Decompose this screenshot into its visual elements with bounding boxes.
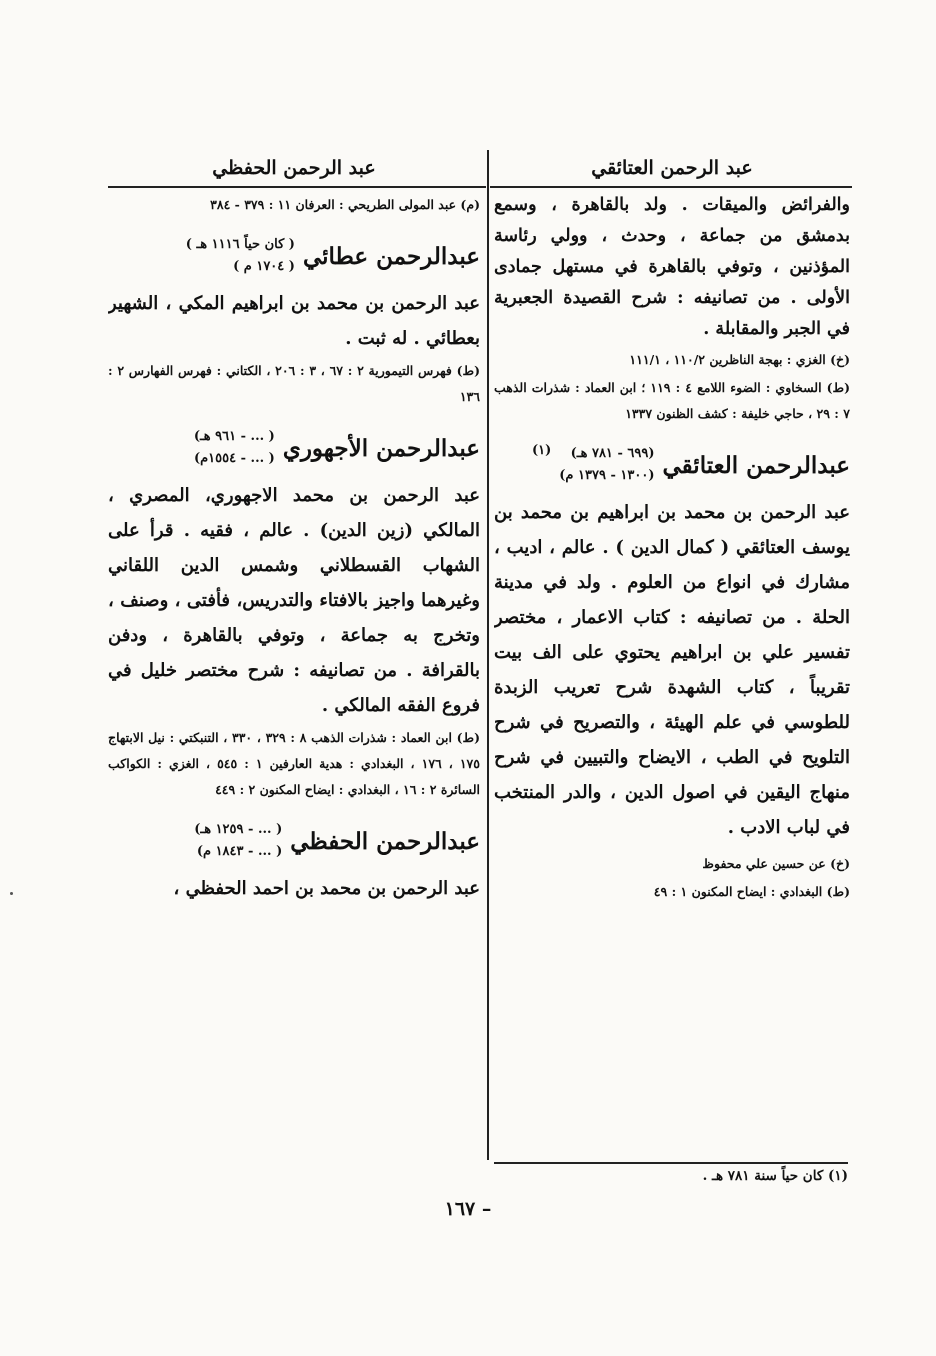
date-hijri: (٦٩٩ - ٧٨١ هـ): [570, 446, 655, 461]
reference-printed: (ط) فهرس التيمورية ٢ : ٦٧ ، ٣ : ٢٠٦ ، الكتاني : فهرس الفهارس ٢ : ١٣٦: [108, 363, 480, 404]
entry-title: [108, 819, 480, 863]
entry-dates: [194, 819, 282, 863]
footnote: (١) كان حياً سنة ٧٨١ هـ .: [702, 1168, 848, 1184]
date-gregorian: ( ١٧٠٤ م ): [233, 259, 295, 274]
paragraph: عبد الرحمن بن محمد بن احمد الحفظي ،: [173, 878, 480, 899]
right-column: [494, 150, 850, 907]
entry-title: [108, 234, 480, 278]
entry-title: [494, 443, 850, 487]
reference-manuscript: (خ) عن حسين علي محفوظ: [702, 856, 850, 871]
paragraph: عبد الرحمن بن محمد الاجهوري، المصري ، المالكي (زين الدين) . عالم ، فقيه . قرأ على الشهاب القسطلاني وشمس الدين اللقاني وغيرهما واجيز بالافتاء والتدريس، فأفتى ، وصنف ، وتخرج به جماعة ، وتوفي بالقاهرة ، ودفن بالقرافة . من تصانيفه : شرح مختصر خليل في فروع الفقه المالكي .: [108, 485, 480, 716]
paragraph: عبد الرحمن بن محمد بن ابراهيم بن محمد بن يوسف العتائقي ( كمال الدين ) . عالم ، اديب ، مشارك في انواع من العلوم . ولد في مدينة الحلة . من تصانيفه : كتاب الاعمار ، مختصر تفسير علي بن ابراهيم يحتوي على الف بيت تقريباً ، كتاب الشهدة شرح تعريب الزبدة للطوسي في علم الهيئة ، والتصريح في شرح التلويح في الطب ، الايضاح والتبيين في شرح منهاج اليقين في اصول الدين ، والدر المنتخب في لباب الادب .: [494, 502, 850, 838]
date-hijri: ( ... - ١٢٥٩ هـ): [194, 822, 283, 837]
entry-dates: [186, 234, 295, 278]
paragraph: والفرائض والميقات . ولد بالقاهرة ، وسمع بدمشق من جماعة ، وحدث ، وولي رئاسة المؤذنين ، وتوفي بالقاهرة في مستهل جمادى الأولى . من تصانيفه : شرح القصيدة الجعبرية في الجبر والمقابلة .: [494, 195, 850, 339]
running-header-right: عبد الرحمن العتائقي: [591, 157, 753, 179]
reference-modern: (م) عبد المولى الطريحي : العرفان ١١ : ٣٧٩ - ٣٨٤: [210, 197, 480, 212]
date-gregorian: ( ... - ١٨٤٣ م): [196, 844, 283, 859]
reference-printed: (ط) السخاوي : الضوء اللامع ٤ : ١١٩ ؛ ابن العماد : شذرات الذهب ٧ : ٢٩ ، حاجي خليفة : كشف الظنون ١٣٣٧: [494, 380, 850, 421]
column-divider: [487, 150, 489, 1160]
reference-printed: (ط) البغدادي : ايضاح المكنون ١ : ٤٩: [653, 884, 850, 899]
reference-manuscript: (خ) الغزي : بهجة الناظرين ١١٠/٢ ، ١١١/١: [629, 352, 850, 367]
left-column: [108, 150, 480, 906]
footnote-mark: (١): [531, 443, 552, 458]
page-number: – ١٦٧: [444, 1198, 492, 1220]
reference-printed: (ط) ابن العماد : شذرات الذهب ٨ : ٣٢٩ ، ٣٣٠ ، التنبكتي : نيل الابتهاج ١٧٥ ، ١٧٦ ، البغدادي : هدية العارفين ١ : ٥٤٥ ، الغزي : الكواكب السائرة ٢ : ١٦ ، البغدادي : ايضاح المكنون ٢ : ٤٤٩: [108, 730, 480, 797]
entry-name: عبدالرحمن الأجهوري: [282, 434, 480, 462]
footnote-rule: [494, 1162, 848, 1164]
date-gregorian: (١٣٠٠ - ١٣٧٩ م): [559, 468, 655, 483]
entry-dates: [194, 426, 275, 470]
entry-dates: [559, 443, 654, 487]
entry-title: [108, 426, 480, 470]
date-hijri: ( كان حياً ١١١٦ هـ ): [185, 237, 295, 252]
entry-name: عبدالرحمن عطائي: [302, 242, 480, 270]
margin-speck: [10, 892, 13, 895]
running-header-left: عبد الرحمن الحفظي: [212, 157, 376, 179]
paragraph: عبد الرحمن بن محمد بن ابراهيم المكي ، الشهير بعطائي . له ثبت .: [108, 293, 480, 349]
entry-name: عبدالرحمن الحفظي: [290, 827, 480, 855]
date-gregorian: ( ... - ١٥٥٤م): [193, 451, 275, 466]
entry-name: عبدالرحمن العتائقي: [662, 451, 850, 479]
date-hijri: ( ... - ٩٦١ هـ): [193, 429, 275, 444]
